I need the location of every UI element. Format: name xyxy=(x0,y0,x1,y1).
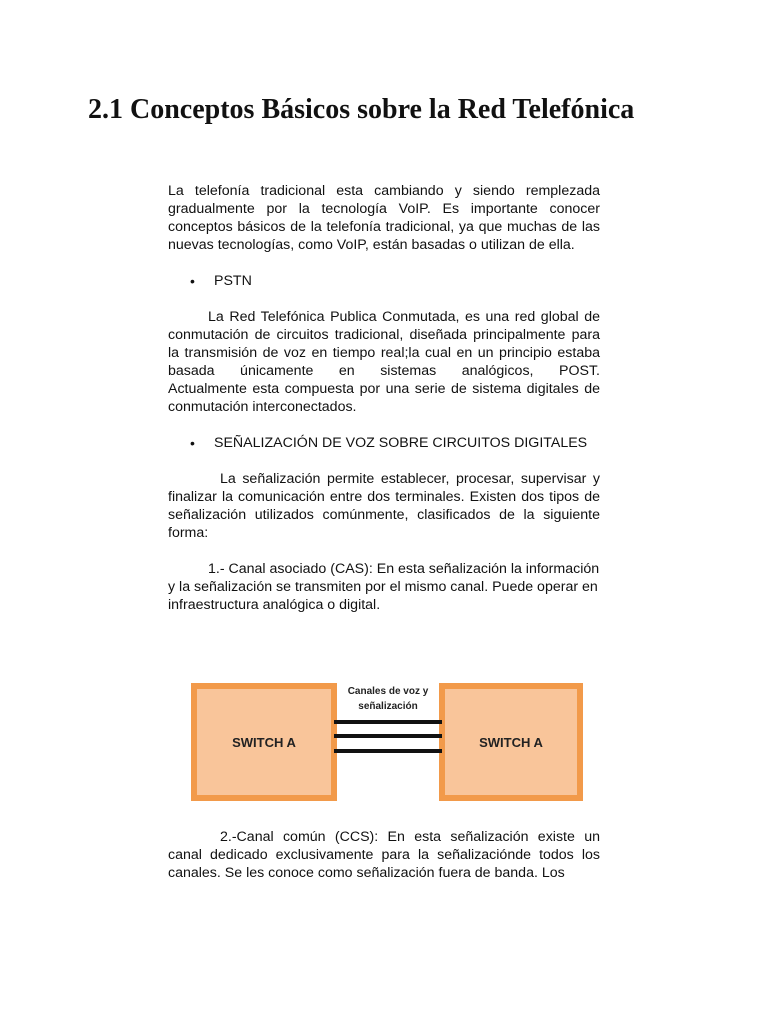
bullet-signaling xyxy=(168,434,600,452)
pstn-paragraph: La Red Telefónica Publica Conmutada, es una red global de conmutación de circuitos tradicional, diseñada principalmente para la transmisión de voz en tiempo real;la cual en un principio estaba basada únicamente en sistemas analógicos, POST. Actualmente esta compuesta por una serie de sistema digitales de conmutación interconectados. xyxy=(168,309,648,415)
document-body xyxy=(168,182,648,614)
switch-label-right: SWITCH A xyxy=(479,735,543,750)
channel-label-line1: Canales de voz y xyxy=(347,686,429,697)
cas-paragraph: 1.- Canal asociado (CAS): En esta señalización la información y la señalización se transmiten por el mismo canal. Puede operar en infraestructura analógica o digital. xyxy=(168,561,600,613)
bullet-signaling-label: SEÑALIZACIÓN DE VOZ SOBRE CIRCUITOS DIGITALES xyxy=(214,435,588,451)
bullet-dot-icon: • xyxy=(190,435,195,451)
bullet-pstn-label: PSTN xyxy=(214,273,252,289)
cas-diagram xyxy=(184,676,584,808)
intro-paragraph: La telefonía tradicional esta cambiando y siendo remplezada gradualmente por la tecnología VoIP. Es importante conocer conceptos básicos de la telefonía tradicional, ya que muchas de las nuevas tecnologías, como VoIP, están basadas o utilizan de ella. xyxy=(168,183,600,253)
signaling-paragraph: La señalización permite establecer, procesar, supervisar y finalizar la comunicación entre dos terminales. Existen dos tipos de señalización utilizados comúnmente, clasificados de la siguiente forma: xyxy=(168,471,600,541)
ccs-paragraph: 2.-Canal común (CCS): En esta señalización existe un canal dedicado exclusivamente para la señalizaciónde todos los canales. Se les conoce como señalización fuera de banda. Los xyxy=(168,829,600,881)
page-title: 2.1 Conceptos Básicos sobre la Red Telefónica xyxy=(88,94,635,125)
switch-label-left: SWITCH A xyxy=(232,735,296,750)
ccs-section xyxy=(168,828,600,882)
bullet-pstn xyxy=(168,272,600,290)
bullet-dot-icon: • xyxy=(190,273,195,289)
channel-label-line2: señalización xyxy=(358,701,418,712)
